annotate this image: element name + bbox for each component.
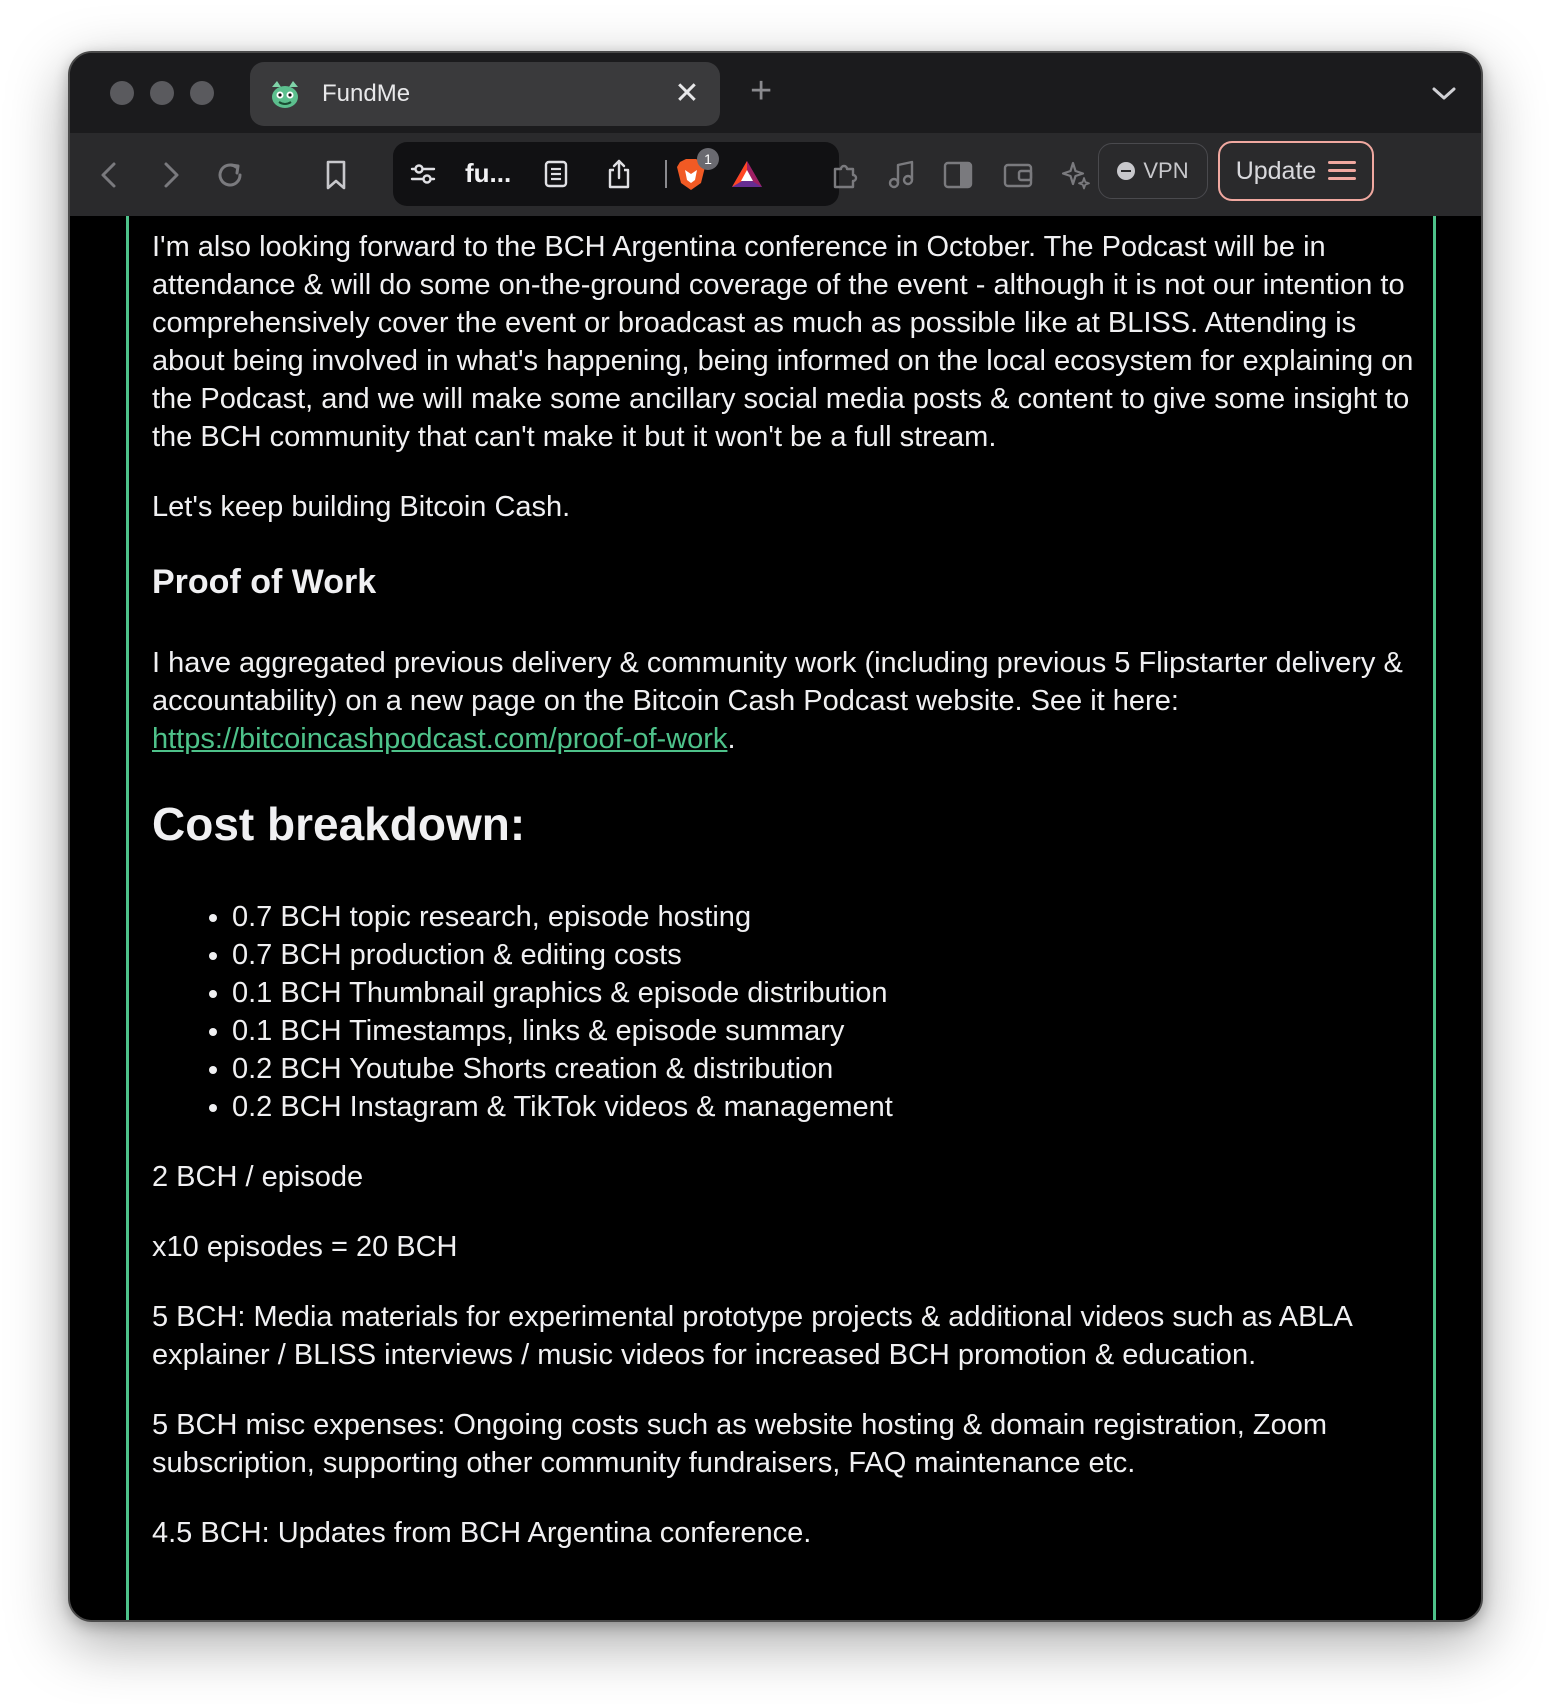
new-tab-icon[interactable]: + — [750, 70, 773, 112]
list-item: • 0.2 BCH Youtube Shorts creation & distribution — [232, 1050, 1422, 1088]
address-bar[interactable] — [393, 142, 839, 206]
reader-mode-icon — [542, 159, 570, 189]
bat-triangle-icon — [729, 158, 765, 190]
proof-of-work-link[interactable]: https://bitcoincashpodcast.com/proof-of-work — [152, 723, 728, 755]
tab-fundme[interactable] — [250, 62, 720, 126]
campaign-description — [152, 228, 1422, 1584]
wallet-icon — [1002, 160, 1034, 190]
shields-count-badge: 1 — [697, 148, 719, 170]
bookmark-icon — [322, 159, 350, 191]
site-settings-button[interactable] — [403, 154, 443, 194]
paragraph-per-episode: 2 BCH / episode — [152, 1161, 364, 1193]
list-item: • 0.7 BCH production & editing costs — [232, 936, 1422, 974]
leo-ai-button[interactable] — [1056, 155, 1096, 195]
media-button[interactable] — [882, 155, 922, 195]
paragraph-episodes-total: x10 episodes = 20 BCH — [152, 1231, 458, 1263]
browser-window — [68, 51, 1483, 1622]
share-button[interactable] — [599, 154, 639, 194]
window-controls — [110, 81, 214, 105]
hamburger-menu-icon — [1328, 161, 1356, 181]
music-note-icon — [886, 159, 918, 191]
paragraph-misc-expenses: 5 BCH misc expenses: Ongoing costs such as website hosting & domain registration, Zoom subscription, supporting other community fundraisers, FAQ maintenance etc. — [152, 1409, 1328, 1479]
reload-icon — [214, 159, 246, 191]
sparkle-icon — [1060, 159, 1092, 191]
update-menu-button[interactable] — [1218, 141, 1374, 201]
maximize-window-button[interactable] — [190, 81, 214, 105]
tab-title: FundMe — [322, 80, 411, 107]
list-item: • 0.1 BCH Thumbnail graphics & episode distribution — [232, 974, 1422, 1012]
vpn-label: VPN — [1143, 158, 1189, 183]
reader-mode-button[interactable] — [536, 154, 576, 194]
sidebar-icon — [942, 160, 974, 190]
share-icon — [605, 158, 633, 190]
paragraph-proof-of-work: I have aggregated previous delivery & community work (including previous 5 Flipstarter delivery & accountability) on a new page on the Bitcoin Cash Podcast website. See it here: https://bitcoincashpodcast.com/proof-of-work. — [152, 647, 1403, 755]
vpn-button[interactable] — [1098, 143, 1208, 199]
list-item: • 0.2 BCH Instagram & TikTok videos & management — [232, 1088, 1422, 1126]
url-text[interactable]: fu... — [465, 158, 512, 188]
brave-rewards-button[interactable] — [727, 154, 767, 194]
close-tab-icon[interactable]: ✕ — [674, 77, 700, 110]
browser-toolbar — [70, 133, 1481, 216]
paragraph-media-materials: 5 BCH: Media materials for experimental prototype projects & additional videos such as ABLA explainer / BLISS interviews / music videos for increased BCH promotion & education. — [152, 1301, 1352, 1371]
paragraph-argentina: I'm also looking forward to the BCH Argentina conference in October. The Podcast will be in attendance & will do some on-the-ground coverage of the event - although it is not our intention to comprehensively cover the event or broadcast as much as possible like at BLISS. Attending is about being involved in what's happening, being informed on the local ecosystem for explaining on the Podcast, and we will make some ancillary social media posts & content to give some insight to the BCH community that can't make it but it won't be a full stream. — [152, 231, 1414, 453]
wallet-button[interactable] — [998, 155, 1038, 195]
forward-button[interactable] — [150, 155, 190, 195]
extensions-button[interactable] — [825, 155, 865, 195]
list-item: • 0.1 BCH Timestamps, links & episode summary — [232, 1012, 1422, 1050]
brave-shields-button[interactable] — [665, 151, 717, 194]
reload-button[interactable] — [210, 155, 250, 195]
sidebar-toggle-button[interactable] — [938, 155, 978, 195]
list-item: • 0.7 BCH topic research, episode hosting — [232, 898, 1422, 936]
tune-icon — [408, 159, 438, 189]
heading-proof-of-work: Proof of Work — [152, 563, 377, 601]
chevron-down-icon[interactable] — [1429, 81, 1459, 105]
close-window-button[interactable] — [110, 81, 134, 105]
paragraph-keep-building: Let's keep building Bitcoin Cash. — [152, 491, 571, 523]
fundme-logo-icon — [268, 77, 302, 111]
back-button[interactable] — [90, 155, 130, 195]
page-content[interactable] — [70, 216, 1481, 1622]
forward-arrow-icon — [155, 160, 185, 190]
tab-strip — [70, 53, 1481, 133]
cost-list — [232, 898, 1422, 1126]
paragraph-argentina-updates: 4.5 BCH: Updates from BCH Argentina conference. — [152, 1517, 812, 1549]
update-label: Update — [1235, 156, 1317, 185]
minimize-window-button[interactable] — [150, 81, 174, 105]
back-arrow-icon — [95, 160, 125, 190]
heading-cost-breakdown: Cost breakdown: — [152, 798, 526, 850]
puzzle-icon — [829, 159, 861, 191]
vpn-status-icon — [1117, 162, 1135, 180]
bookmark-button[interactable] — [316, 155, 356, 195]
